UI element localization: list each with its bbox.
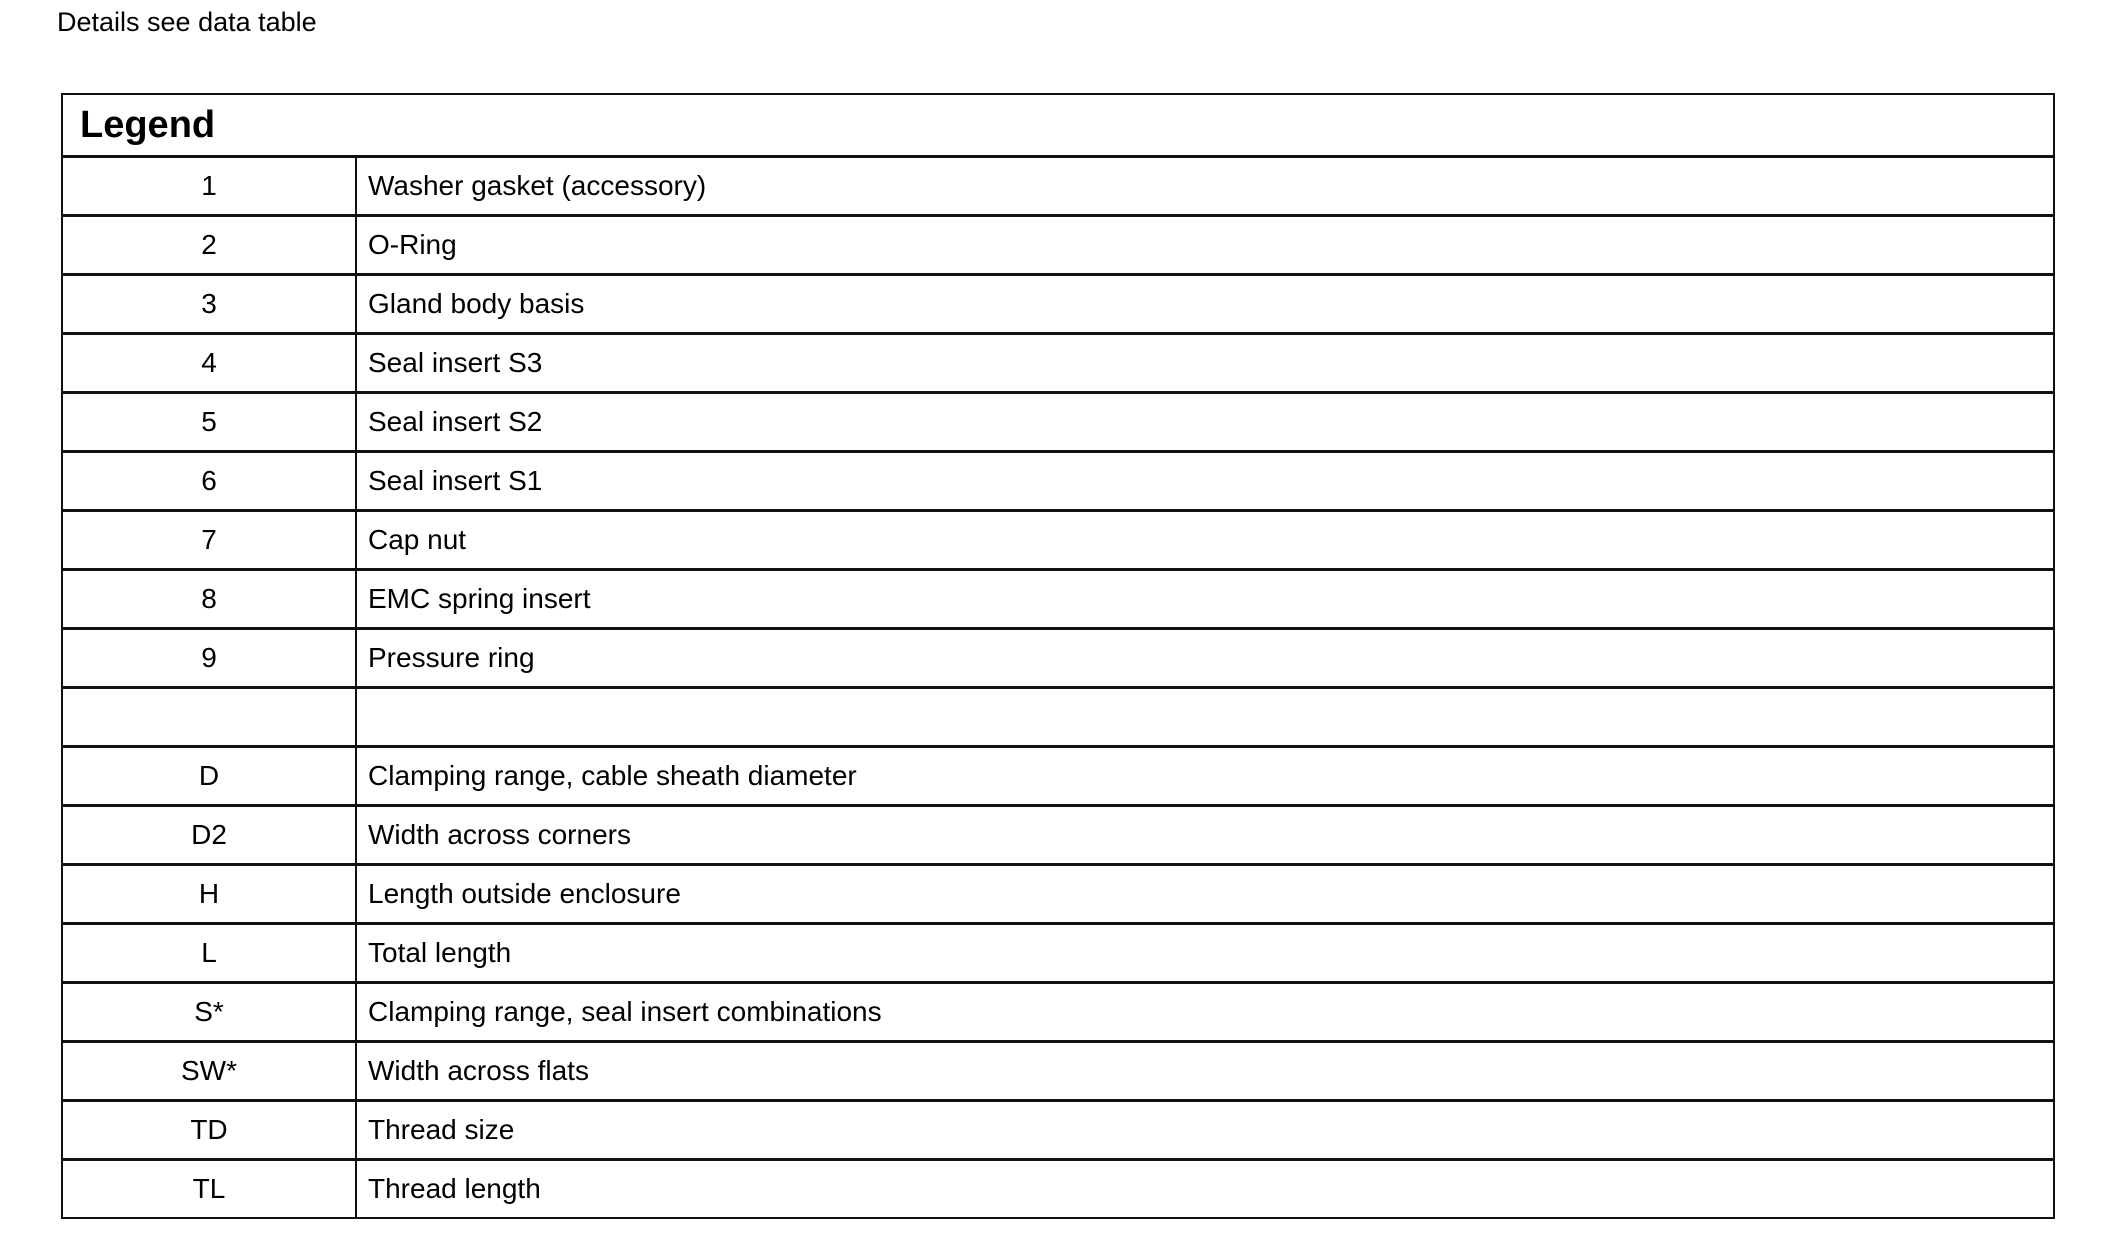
legend-row: [62, 865, 2054, 924]
legend-row-description: Seal insert S3: [368, 347, 543, 378]
legend-row-code: TL: [62, 1160, 356, 1219]
legend-row-code: 9: [62, 629, 356, 688]
legend-row-code: [62, 688, 356, 747]
legend-row-code: 6: [62, 452, 356, 511]
legend-row-description: [356, 688, 2054, 747]
legend-row: [62, 393, 2054, 452]
legend-row: [62, 924, 2054, 983]
legend-row-description: Width across flats: [368, 1055, 589, 1086]
legend-row-description: Pressure ring: [368, 642, 535, 673]
legend-title: Legend: [62, 94, 2054, 157]
legend-row-description: Length outside enclosure: [368, 878, 681, 909]
legend-row: [62, 452, 2054, 511]
legend-row: [62, 511, 2054, 570]
legend-row-code: 5: [62, 393, 356, 452]
legend-row: [62, 983, 2054, 1042]
legend-row-description: Seal insert S2: [368, 406, 543, 437]
legend-row-description: Washer gasket (accessory): [368, 170, 707, 201]
legend-row-code: 1: [62, 157, 356, 216]
legend-row-code: 7: [62, 511, 356, 570]
legend-row-code: TD: [62, 1101, 356, 1160]
legend-row-code: 3: [62, 275, 356, 334]
legend-row-description: Gland body basis: [368, 288, 585, 319]
legend-table: [61, 93, 2055, 1219]
legend-row: [62, 216, 2054, 275]
legend-row: [62, 806, 2054, 865]
legend-row-description: EMC spring insert: [368, 583, 591, 614]
legend-row-code: 4: [62, 334, 356, 393]
legend-row: [62, 334, 2054, 393]
legend-row-description: Seal insert S1: [368, 465, 543, 496]
legend-table-body: [62, 157, 2054, 1219]
note-details-see-data-table: Details see data table: [57, 7, 317, 37]
legend-row-code: H: [62, 865, 356, 924]
legend-row-description: O-Ring: [368, 229, 457, 260]
legend-row-description: Width across corners: [368, 819, 631, 850]
legend-row-code: L: [62, 924, 356, 983]
legend-row-description: Cap nut: [368, 524, 467, 555]
legend-row-code: SW*: [62, 1042, 356, 1101]
legend-row: [62, 747, 2054, 806]
legend-row-description: Clamping range, seal insert combinations: [368, 996, 882, 1027]
legend-row-spacer: [62, 688, 2054, 747]
legend-row-description: Clamping range, cable sheath diameter: [368, 760, 857, 791]
legend-row-description: Thread length: [368, 1173, 541, 1204]
legend-row-code: D: [62, 747, 356, 806]
legend-row-description: Thread size: [368, 1114, 515, 1145]
legend-row-code: 2: [62, 216, 356, 275]
legend-header-row: [62, 94, 2054, 157]
legend-row-code: 8: [62, 570, 356, 629]
legend-row: [62, 1160, 2054, 1219]
legend-row: [62, 629, 2054, 688]
legend-row: [62, 1042, 2054, 1101]
legend-row-code: D2: [62, 806, 356, 865]
legend-row: [62, 1101, 2054, 1160]
legend-row-code: S*: [62, 983, 356, 1042]
legend-row-description: Total length: [368, 937, 512, 968]
legend-row: [62, 570, 2054, 629]
legend-row: [62, 157, 2054, 216]
legend-row: [62, 275, 2054, 334]
